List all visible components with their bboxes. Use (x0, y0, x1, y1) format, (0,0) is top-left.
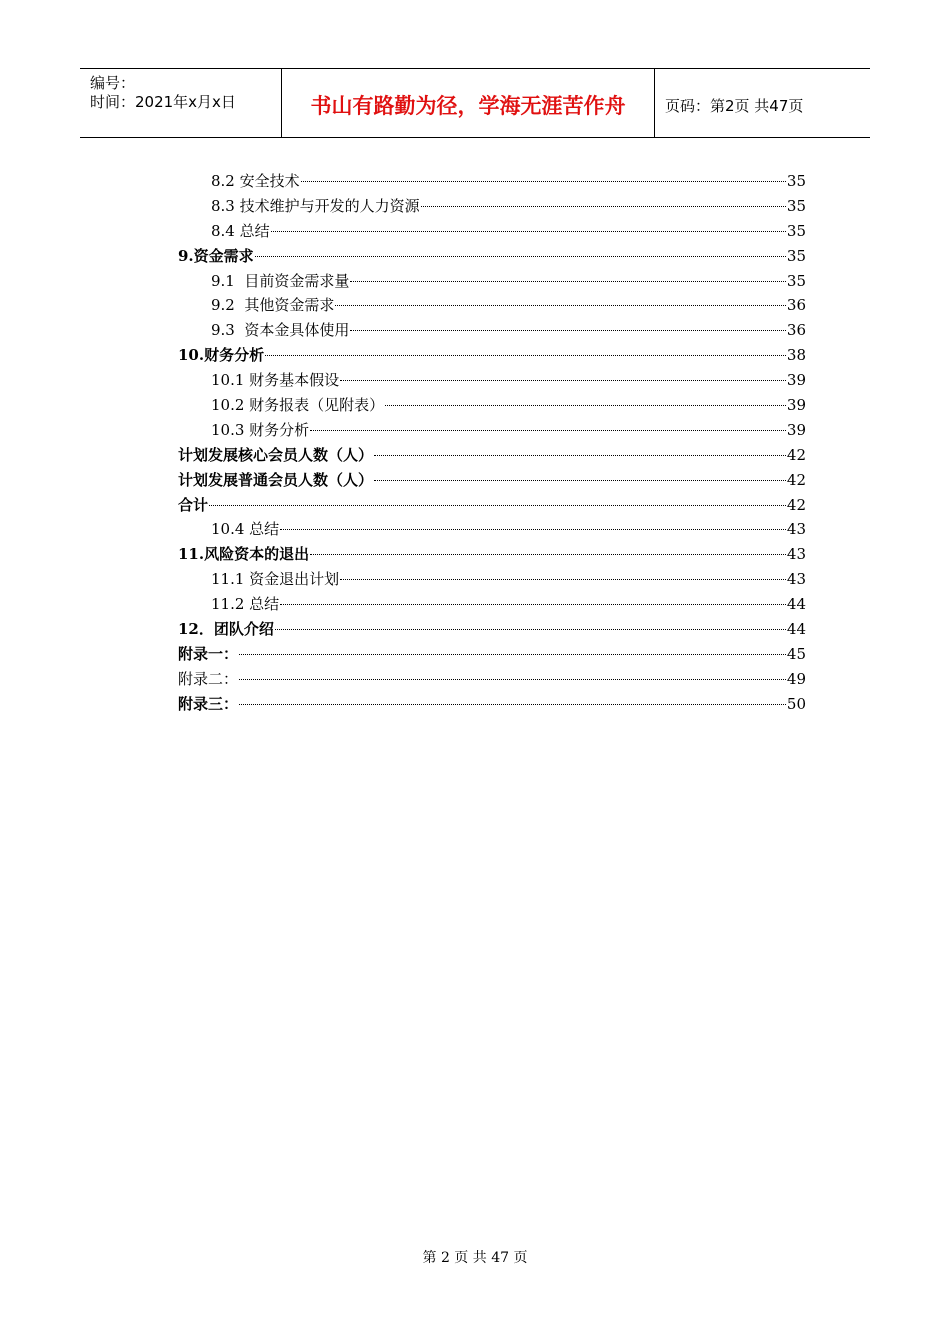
toc-entry[interactable] (178, 244, 806, 269)
toc-entry-page: 35 (786, 246, 806, 265)
toc-entry-title: 8.4 总结 (211, 221, 270, 240)
toc-entry[interactable] (178, 493, 806, 518)
toc-entry[interactable] (178, 368, 806, 393)
toc-entry[interactable] (178, 592, 806, 617)
toc-entry-title: 附录三： (178, 694, 239, 713)
toc-entry[interactable] (178, 542, 806, 567)
table-of-contents (178, 169, 806, 717)
toc-dot-leader (255, 256, 786, 257)
toc-dot-leader (280, 604, 786, 605)
document-date-label: 时间：2021年x月x日 (90, 93, 236, 111)
toc-entry[interactable] (178, 418, 806, 443)
toc-entry-page: 42 (786, 470, 806, 489)
toc-entry-page: 43 (786, 570, 806, 589)
toc-dot-leader (310, 430, 786, 431)
toc-entry-page: 35 (786, 196, 806, 215)
toc-dot-leader (350, 281, 786, 282)
toc-dot-leader (340, 579, 786, 580)
toc-dot-leader (275, 629, 786, 630)
toc-dot-leader (374, 480, 786, 481)
header-meta (80, 69, 282, 137)
toc-entry-page: 44 (786, 620, 806, 639)
toc-entry-title: 9.2 其他资金需求 (211, 296, 335, 315)
motto-text: 书山有路勤为径，学海无涯苦作舟 (310, 94, 626, 118)
toc-entry[interactable] (178, 293, 806, 318)
toc-dot-leader (340, 380, 786, 381)
toc-entry-title: 计划发展普通会员人数（人） (178, 470, 374, 489)
toc-dot-leader (239, 654, 786, 655)
toc-dot-leader (335, 305, 786, 306)
toc-dot-leader (239, 679, 786, 680)
toc-entry-title: 计划发展核心会员人数（人） (178, 445, 374, 464)
toc-entry-page: 35 (786, 221, 806, 240)
toc-entry-title: 11.风险资本的退出 (178, 545, 310, 564)
page-footer: 第 2 页 共 47 页 (422, 1250, 528, 1266)
toc-entry-page: 39 (786, 371, 806, 390)
toc-entry-title: 9.1 目前资金需求量 (211, 271, 350, 290)
toc-entry-title: 8.2 安全技术 (211, 172, 300, 190)
toc-dot-leader (350, 330, 786, 331)
toc-entry[interactable] (178, 343, 806, 368)
toc-entry-page: 42 (786, 495, 806, 514)
toc-entry-title: 10.2 财务报表（见附表） (211, 396, 385, 415)
toc-dot-leader (310, 554, 786, 555)
toc-entry[interactable] (178, 617, 806, 642)
toc-dot-leader (271, 231, 786, 232)
toc-entry-page: 39 (786, 396, 806, 415)
toc-entry[interactable] (178, 393, 806, 418)
toc-entry-title: 10.3 财务分析 (211, 420, 310, 439)
toc-entry[interactable] (178, 642, 806, 667)
toc-entry-title: 附录一： (178, 644, 239, 663)
toc-dot-leader (385, 405, 786, 406)
toc-entry[interactable] (178, 692, 806, 717)
toc-dot-leader (280, 529, 786, 530)
toc-entry-page: 35 (786, 271, 806, 290)
toc-entry-page: 45 (786, 644, 806, 663)
toc-entry-title: 附录二： (178, 669, 239, 688)
toc-entry-title: 9.资金需求 (178, 246, 254, 265)
toc-entry-title: 12．团队介绍 (178, 620, 274, 639)
toc-entry[interactable] (178, 517, 806, 542)
toc-entry-title: 10.4 总结 (211, 520, 280, 539)
toc-entry[interactable] (178, 667, 806, 692)
toc-entry[interactable] (178, 194, 806, 219)
toc-entry-page: 36 (786, 321, 806, 340)
toc-entry[interactable] (178, 269, 806, 294)
toc-entry-title: 11.2 总结 (211, 595, 280, 614)
toc-dot-leader (265, 355, 786, 356)
header-page-info: 页码：第2页 共47页 (665, 96, 804, 115)
toc-entry[interactable] (178, 169, 806, 194)
toc-entry-page: 44 (786, 595, 806, 614)
toc-entry[interactable] (178, 468, 806, 493)
toc-entry-page: 36 (786, 296, 806, 315)
toc-entry-page: 38 (786, 346, 806, 365)
toc-entry-page: 49 (786, 669, 806, 688)
toc-entry-title: 合计 (178, 495, 209, 514)
toc-entry-page: 43 (786, 520, 806, 539)
toc-entry-title: 10.财务分析 (178, 346, 265, 365)
toc-dot-leader (301, 181, 786, 182)
document-number-label: 编号： (90, 74, 136, 92)
toc-entry-page: 50 (786, 694, 806, 713)
toc-dot-leader (374, 455, 786, 456)
page-header (80, 68, 870, 138)
toc-entry-page: 42 (786, 445, 806, 464)
toc-entry-page: 35 (786, 172, 806, 190)
toc-entry[interactable] (178, 219, 806, 244)
toc-entry[interactable] (178, 443, 806, 468)
toc-dot-leader (239, 704, 786, 705)
toc-dot-leader (209, 505, 786, 506)
toc-entry-page: 39 (786, 420, 806, 439)
toc-dot-leader (421, 206, 786, 207)
toc-entry-page: 43 (786, 545, 806, 564)
toc-entry-title: 11.1 资金退出计划 (211, 570, 340, 589)
toc-entry[interactable] (178, 567, 806, 592)
header-motto (282, 69, 655, 137)
toc-entry-title: 9.3 资本金具体使用 (211, 321, 350, 340)
toc-entry-title: 8.3 技术维护与开发的人力资源 (211, 196, 420, 215)
toc-entry-title: 10.1 财务基本假设 (211, 371, 340, 390)
toc-entry[interactable] (178, 318, 806, 343)
